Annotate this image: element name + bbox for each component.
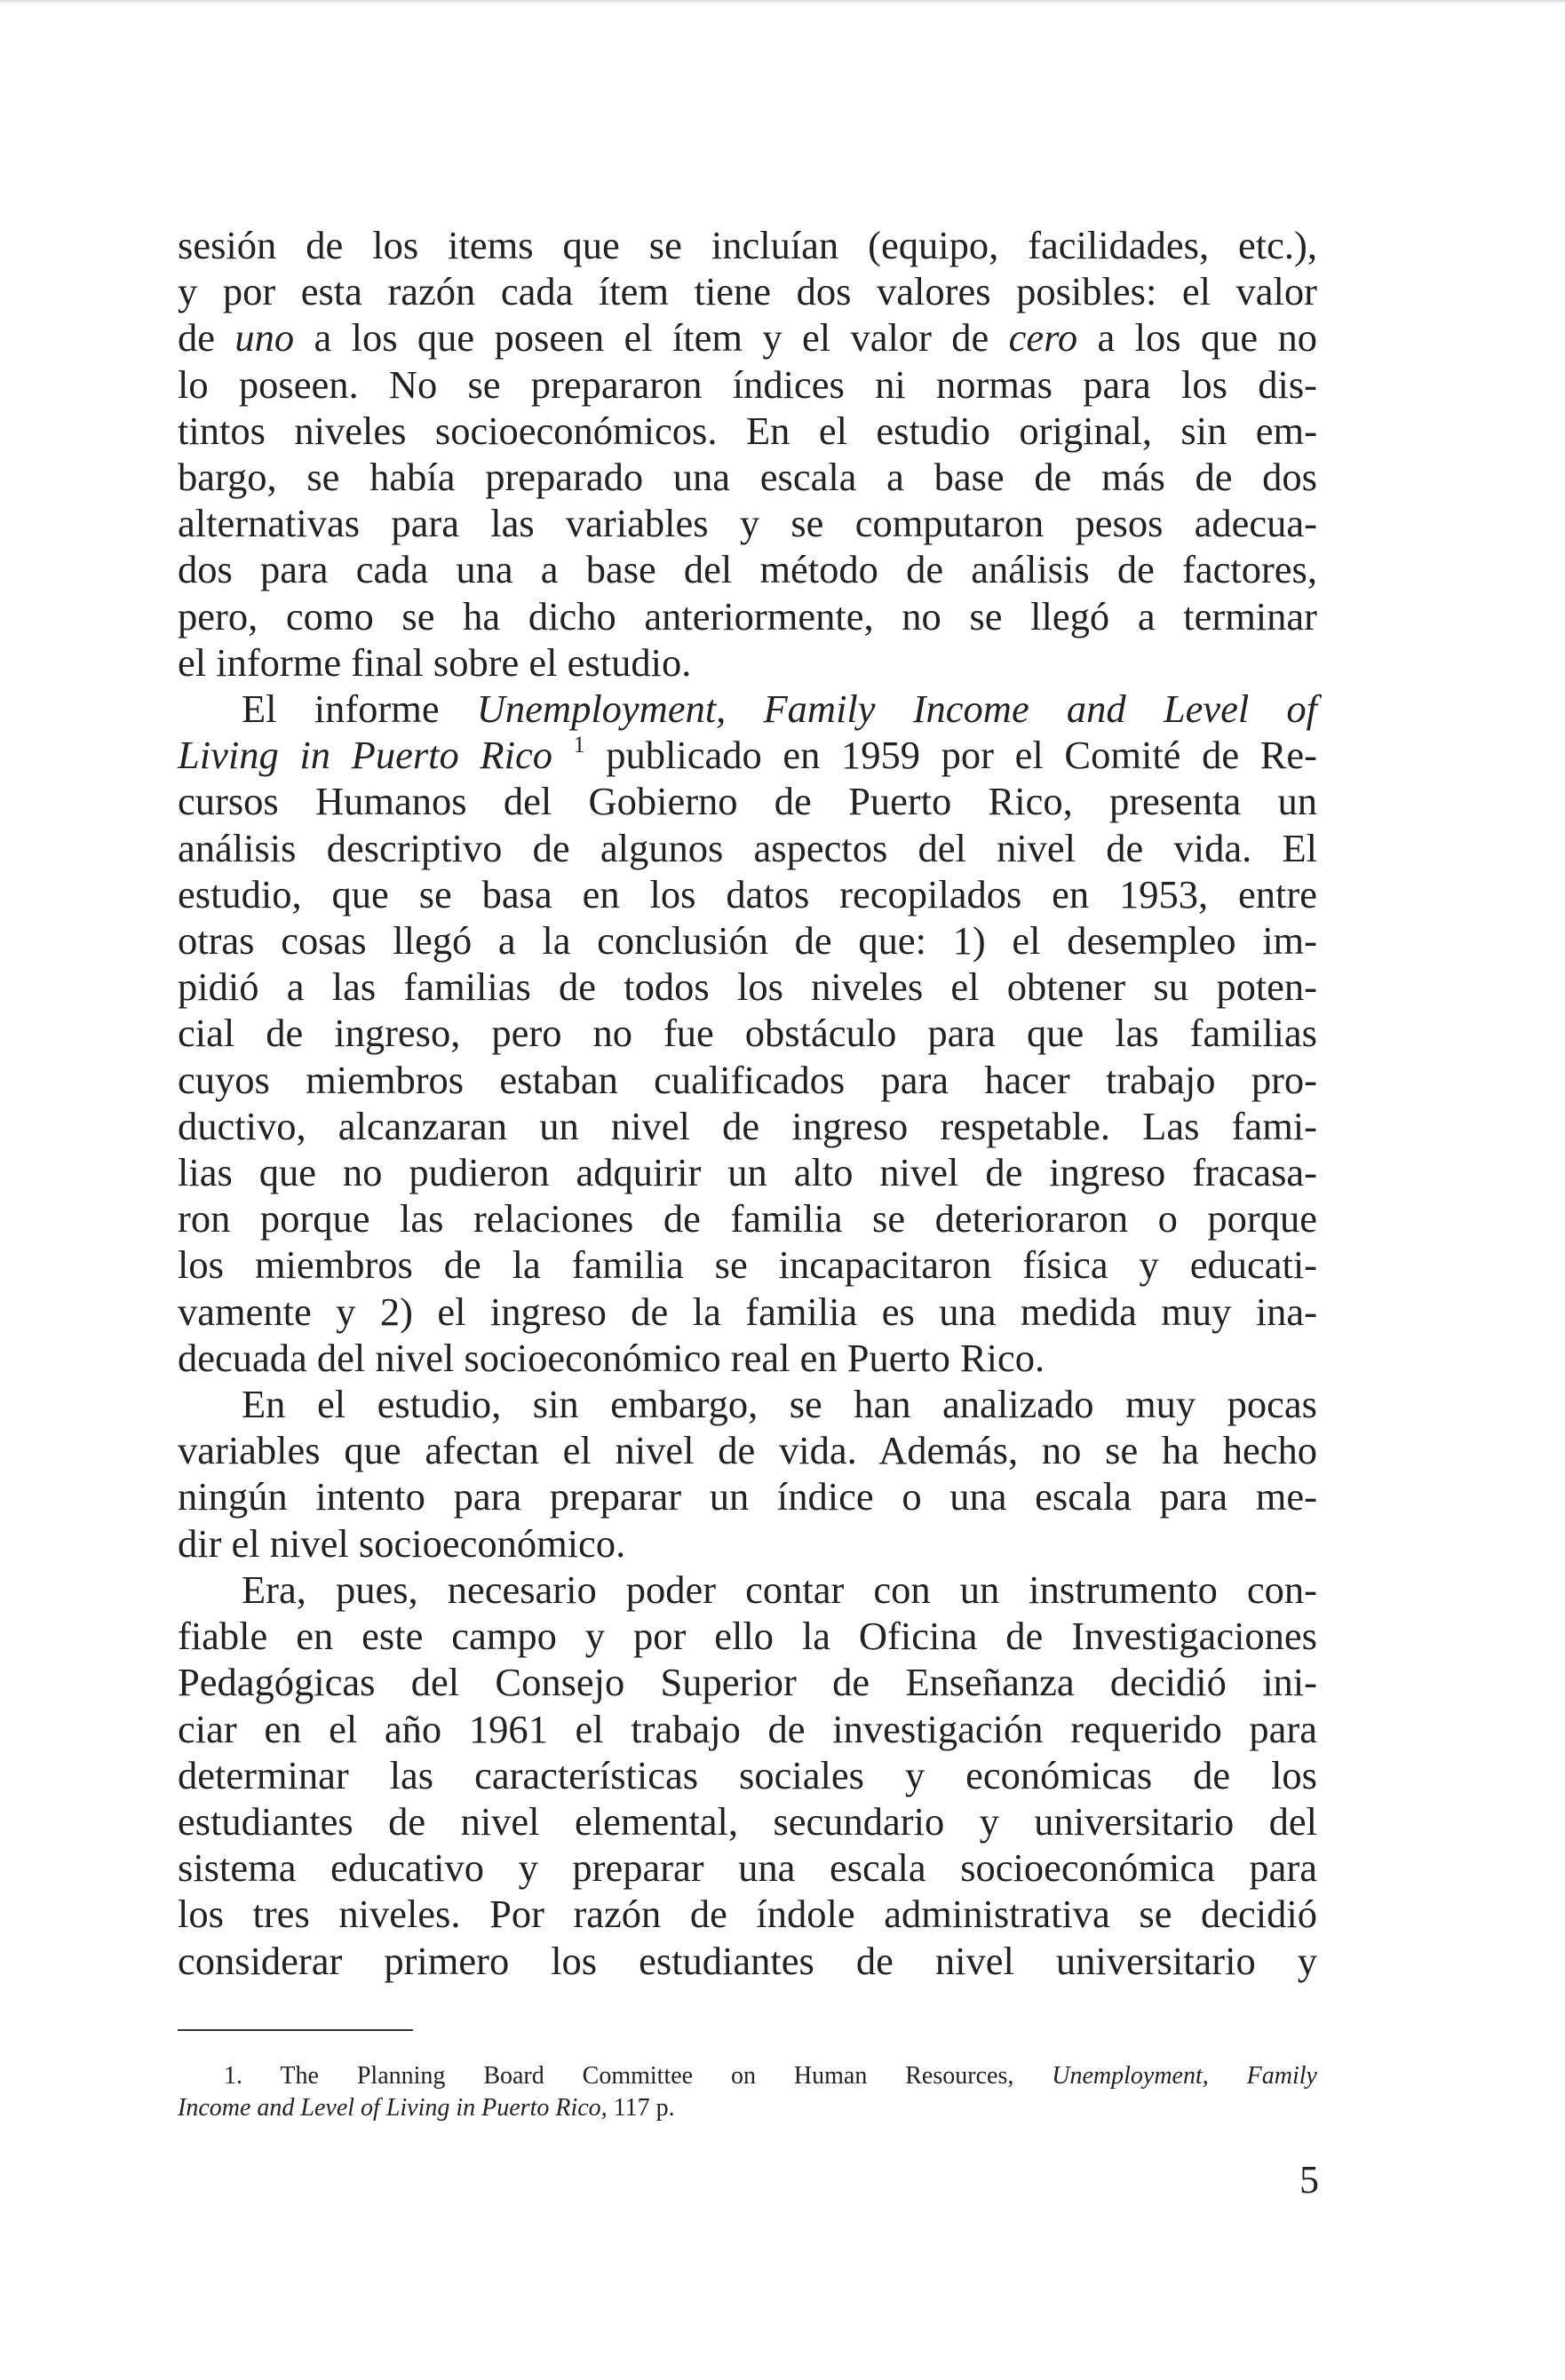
text-line: dir el nivel socioeconómico.	[178, 1520, 626, 1566]
text-line: fiable en este campo y por ello la Oficina de Investigaciones	[178, 1614, 1317, 1659]
text-line: estudiantes de nivel elemental, secundario y universitario del	[178, 1798, 1317, 1844]
text-line: estudio, que se basa en los datos recopilados en 1953, entre	[178, 871, 1317, 916]
text-line: cuyos miembros estaban cualificados para hacer trabajo pro-	[178, 1057, 1317, 1102]
book-title: Unemployment, Family Income and Level of	[476, 686, 1317, 732]
italic-term: cero	[1008, 315, 1078, 361]
body-text	[178, 222, 1317, 1984]
paragraph-3	[178, 1381, 1317, 1567]
text-line: Living in Puerto Rico $^1$ publicado en 1959 por el Comité de Re-	[178, 732, 1317, 778]
text-line: Pedagógicas del Consejo Superior de Enseñanza decidió ini-	[178, 1660, 1317, 1705]
text-line: determinar las características sociales y económicas de los	[178, 1752, 1317, 1797]
text-line: los tres niveles. Por razón de índole administrativa se decidió	[178, 1892, 1317, 1937]
footnote-line: 1. The Planning Board Committee on Human Resources, Unemployment, Family	[224, 2062, 1317, 2090]
text-line: ron porque las relaciones de familia se deterioraron o porque	[178, 1196, 1317, 1242]
text-line: análisis descriptivo de algunos aspectos del nivel de vida. El	[178, 825, 1317, 870]
text-line: cursos Humanos del Gobierno de Puerto Rico, presenta un	[178, 779, 1317, 824]
text-line: alternativas para las variables y se computaron pesos adecua-	[178, 501, 1317, 546]
text-line: los miembros de la familia se incapacitaron física y educati-	[178, 1242, 1317, 1288]
text-line: pero, como se ha dicho anteriormente, no se llegó a terminar	[178, 593, 1317, 639]
book-title: Living in Puerto Rico	[178, 733, 552, 778]
paragraph-4	[178, 1567, 1317, 1984]
text-line: bargo, se había preparado una escala a base de más de dos	[178, 455, 1317, 500]
footnote-marker: 1	[573, 732, 585, 758]
text-line: considerar primero los estudiantes de nivel universitario y	[178, 1938, 1317, 1983]
text-line: el informe final sobre el estudio.	[178, 639, 692, 685]
text-line: variables que afectan el nivel de vida. Además, no se ha hecho	[178, 1428, 1317, 1473]
footnote-line: Income and Level of Living in Puerto Rico, 117 p.	[178, 2094, 675, 2122]
text-line: ningún intento para preparar un índice o una escala para me-	[178, 1474, 1317, 1519]
text-line: En el estudio, sin embargo, se han analizado muy pocas	[242, 1382, 1317, 1427]
paragraph-2	[178, 686, 1317, 1381]
text-line: cial de ingreso, pero no fue obstáculo para que las familias	[178, 1011, 1317, 1056]
text-line: sesión de los items que se incluían (equipo, facilidades, etc.),	[178, 223, 1317, 267]
text-line: y por esta razón cada ítem tiene dos valores posibles: el valor	[178, 269, 1317, 314]
text-line: Era, pues, necesario poder contar con un instrumento con-	[242, 1567, 1317, 1612]
text-line: dos para cada una a base del método de análisis de factores,	[178, 547, 1317, 592]
text-line: El informe Unemployment, Family Income and Level of	[242, 686, 1317, 732]
paragraph-1	[178, 222, 1317, 686]
footnote-italic: Income and Level of Living in Puerto Rico,	[178, 2094, 608, 2122]
page-number: 5	[1299, 2158, 1319, 2202]
text-line: ductivo, alcanzaran un nivel de ingreso respetable. Las fami-	[178, 1103, 1317, 1148]
text-line: lias que no pudieron adquirir un alto nivel de ingreso fracasa-	[178, 1150, 1317, 1195]
text-line: de uno a los que poseen el ítem y el valor de cero a los que no	[178, 315, 1317, 361]
text-line: pidió a las familias de todos los niveles el obtener su poten-	[178, 964, 1317, 1010]
text-line: vamente y 2) el ingreso de la familia es una medida muy ina-	[178, 1289, 1317, 1334]
footnote-rule	[178, 2029, 413, 2031]
italic-term: uno	[234, 315, 295, 361]
text-line: tintos niveles socioeconómicos. En el estudio original, sin em-	[178, 408, 1317, 453]
text-line: ciar en el año 1961 el trabajo de investigación requerido para	[178, 1706, 1317, 1751]
text-line: lo poseen. No se prepararon índices ni normas para los dis-	[178, 361, 1317, 407]
text-line: decuada del nivel socioeconómico real en Puerto Rico.	[178, 1335, 1045, 1380]
text-line: sistema educativo y preparar una escala socioeconómica para	[178, 1845, 1317, 1891]
page-top-edge	[0, 0, 1565, 4]
footnote	[178, 2060, 1317, 2124]
footnote-italic: Unemployment, Family	[1052, 2062, 1317, 2090]
text-line: otras cosas llegó a la conclusión de que: 1) el desempleo im-	[178, 918, 1317, 964]
